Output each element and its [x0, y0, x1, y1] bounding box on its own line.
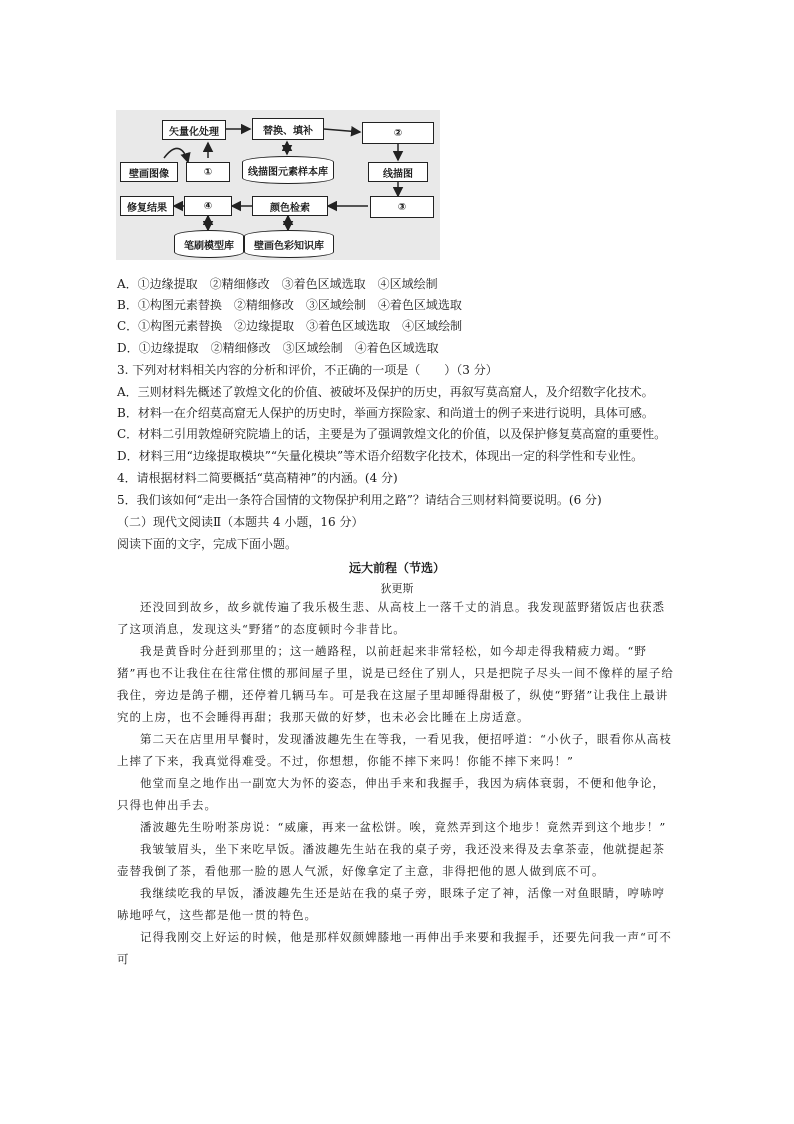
box-vectorize: 矢量化处理 — [162, 120, 226, 140]
option-c: C．①构图元素替换 ②边缘提取 ③着色区域选取 ④区域绘制 — [117, 319, 463, 333]
question-3: 3. 下列对材料相关内容的分析和评价，不正确的一项是（ ）（3 分） — [117, 363, 498, 377]
paragraph-5: 潘波趣先生吩咐茶房说：“威廉，再来一盆松饼。唉，竟然弄到这个地步！竟然弄到这个地步！” — [140, 820, 667, 834]
box-step-4: ④ — [184, 196, 232, 216]
cyl-brush-library: 笔刷模型库 — [174, 230, 244, 258]
flowchart-diagram — [116, 110, 440, 260]
cyl-color-knowledge: 壁画色彩知识库 — [244, 230, 334, 258]
question-5: 5．我们该如何“走出一条符合国情的文物保护利用之路”？请结合三则材料简要说明。(6 分) — [117, 493, 602, 507]
box-mural-image: 壁画图像 — [120, 162, 178, 182]
section-heading: （二）现代文阅读Ⅱ（本题共 4 小题，16 分） — [117, 515, 364, 529]
box-repair-result: 修复结果 — [120, 196, 174, 216]
q3-option-d: D．材料三用“边缘提取模块”“矢量化模块”等术语介绍数字化技术，体现出一定的科学性和专业性。 — [117, 449, 644, 463]
paragraph-7: 我继续吃我的早饭，潘波趣先生还是站在我的桌子旁，眼珠子定了神，活像一对鱼眼睛，哼哧哼哧地呼气，这些都是他一贯的特色。 — [117, 886, 665, 922]
option-b: B．①构图元素替换 ②精细修改 ③区域绘制 ④着色区域选取 — [117, 298, 462, 312]
paragraph-3: 第二天在店里用早餐时，发现潘波趣先生在等我，一看见我，便招呼道：“小伙子，眼看你从高枝上摔了下来，我真觉得难受。不过，你想想，你能不摔下来吗！你能不摔下来吗！” — [117, 732, 672, 768]
paragraph-1: 还没回到故乡，故乡就传遍了我乐极生悲、从高枝上一落千丈的消息。我发现蓝野猪饭店也获悉了这项消息，发现这头“野猪”的态度顿时今非昔比。 — [117, 600, 665, 636]
paragraph-8: 记得我刚交上好运的时候，他是那样奴颜婢膝地一再伸出手来要和我握手，还要先问我一声“可不可 — [117, 930, 672, 966]
story-title: 远大前程（节选） — [348, 561, 445, 575]
box-step-1: ① — [186, 162, 230, 182]
paragraph-4: 他堂而皇之地作出一副宽大为怀的姿态，伸出手来和我握手，我因为病体衰弱，不便和他争论，只得也伸出手去。 — [117, 776, 665, 812]
cyl-lineart-library: 线描图元素样本库 — [242, 156, 334, 184]
option-d: D．①边缘提取 ②精细修改 ③区域绘制 ④着色区域选取 — [117, 341, 439, 355]
box-step-3: ③ — [370, 196, 434, 218]
box-line-drawing: 线描图 — [368, 162, 428, 182]
q3-option-b: B．材料一在介绍莫高窟无人保护的历史时，举画方探险家、和尚道士的例子来进行说明，具体可感。 — [117, 406, 654, 420]
q3-option-a: A．三则材料先概述了敦煌文化的价值、被破坏及保护的历史，再叙写莫高窟人，及介绍数字化技术。 — [117, 385, 654, 399]
box-color-search: 颜色检索 — [252, 196, 328, 216]
story-author: 狄更斯 — [380, 582, 414, 595]
paragraph-2: 我是黄昏时分赶到那里的；这一趟路程，以前赶起来非常轻松，如今却走得我精疲力竭。“野猪”再也不让我住在往常住惯的那间屋子里，说是已经住了别人，只是把院子尽头一间不像样的屋子给我住，旁边是鸽子棚，还停着几辆马车。可是我在这屋子里却睡得甜极了，纵使“野猪”让我住上最讲究的上房，也不会睡得再甜；我那天做的好梦，也未必会比睡在上房适意。 — [117, 644, 674, 724]
paragraph-6: 我皱皱眉头，坐下来吃早饭。潘波趣先生站在我的桌子旁，我还没来得及去拿茶壶，他就提起茶壶替我倒了茶，看他那一脸的恩人气派，好像拿定了主意，非得把他的恩人做到底不可。 — [117, 842, 665, 878]
option-a: A．①边缘提取 ②精细修改 ③着色区域选取 ④区域绘制 — [117, 277, 438, 291]
question-4: 4．请根据材料二简要概括“莫高精神”的内涵。(4 分) — [117, 471, 398, 485]
box-step-2: ② — [362, 122, 434, 144]
reading-instruction: 阅读下面的文字，完成下面小题。 — [117, 537, 298, 551]
box-replace-fill: 替换、填补 — [252, 118, 324, 140]
q3-option-c: C．材料二引用敦煌研究院墙上的话，主要是为了强调敦煌文化的价值，以及保护修复莫高窟的重要性。 — [117, 427, 667, 441]
